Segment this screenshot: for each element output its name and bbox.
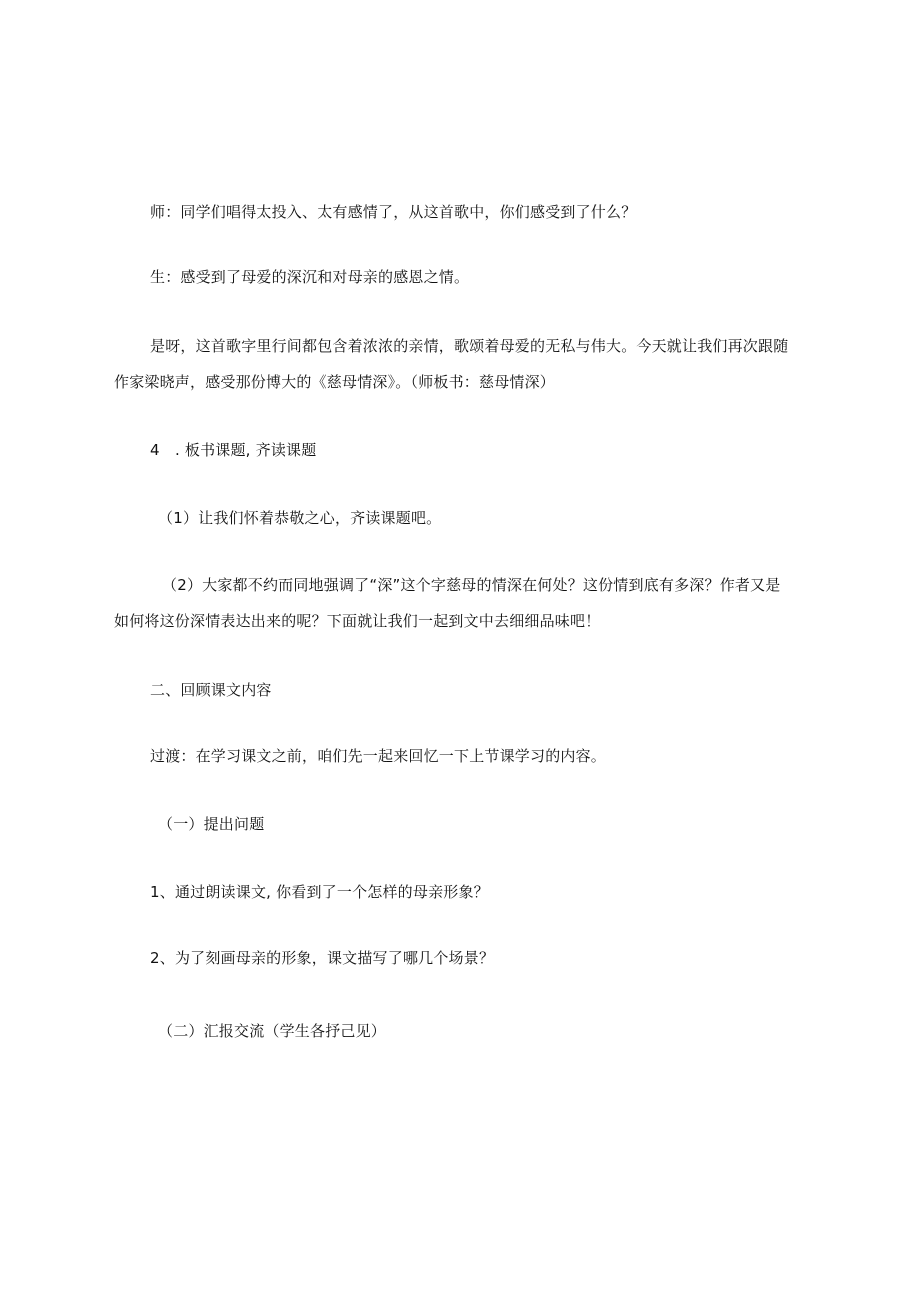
section-4-heading: 4 . 板书课题, 齐读课题 [150,441,317,459]
step-1-text: （1）让我们怀着恭敬之心，齐读课题吧。 [158,509,442,527]
subsection-2-heading: （二）汇报交流（学生各抒己见） [158,1022,387,1040]
transition-text: 过渡：在学习课文之前，咱们先一起来回忆一下上节课学习的内容。 [150,747,607,765]
question-2-text: 2、为了刻画母亲的形象，课文描写了哪几个场景？ [150,949,495,967]
intro-paragraph-line-1: 是呀，这首歌字里行间都包含着浓浓的亲情，歌颂着母爱的无私与伟大。今天就让我们再次跟随 [150,337,789,355]
teacher-question-line: 师：同学们唱得太投入、太有感情了，从这首歌中，你们感受到了什么？ [150,203,637,221]
student-answer-line: 生：感受到了母爱的深沉和对母亲的感恩之情。 [150,268,470,286]
step-2-text-line-1: （2）大家都不约而同地强调了“深”这个字慈母的情深在何处？这份情到底有多深？作者又是 [162,576,781,594]
subsection-1-heading: （一）提出问题 [158,815,265,833]
section-2-heading: 二、回顾课文内容 [150,681,272,699]
question-1-text: 1、通过朗读课文, 你看到了一个怎样的母亲形象？ [150,883,489,901]
step-2-text-line-2: 如何将这份深情表达出来的呢？下面就让我们一起到文中去细细品味吧！ [114,612,601,630]
intro-paragraph-line-2: 作家梁晓声，感受那份博大的《慈母情深》。（师板书：慈母情深） [114,373,556,391]
